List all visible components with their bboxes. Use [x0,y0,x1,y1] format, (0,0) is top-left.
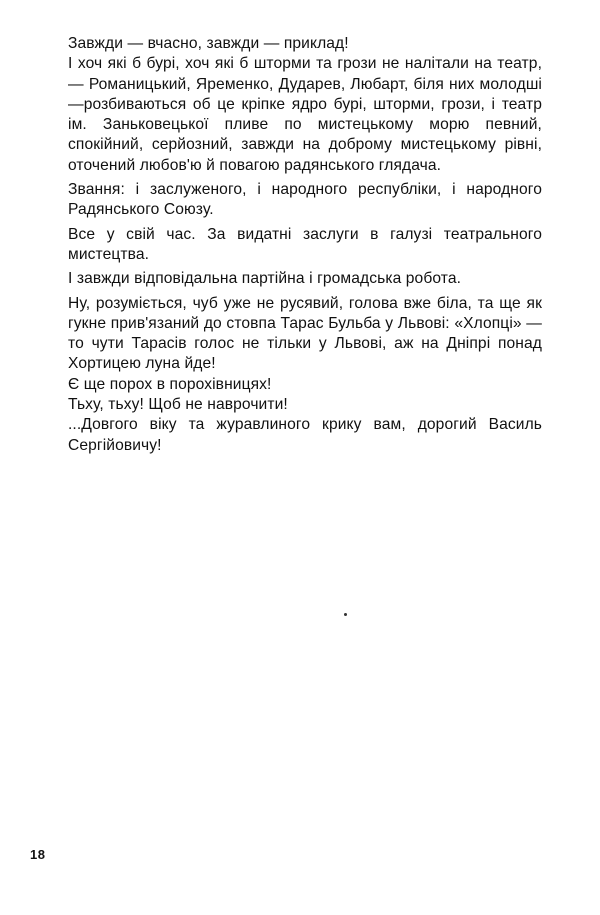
paragraph-5: І завжди відповідальна партійна і громадська робота. [68,270,462,288]
paragraph-2: І хоч які б бурі, хоч які б шторми та грози не налітали на театр,— Романицький, Яременко, Дударев, Любарт, біля них молодші—розбиваються об це кріпке ядро бурі, шторми, грози, і театр ім. Заньковецької пливе по мистецькому морю певний, спокійний, серйозний, завжди на доброму мистецькому рівні, оточений любов'ю й повагою радянського глядача. [68,55,542,174]
print-dot-mark [344,613,347,616]
text-block [68,34,542,456]
paragraph-4: Все у свій час. За видатні заслуги в галузі театрального мистецтва. [68,225,542,263]
paragraph-7: Є ще порох в порохівницях! [68,375,272,393]
page-number: 18 [30,847,46,862]
paragraph-9: ...Довгого віку та журавлиного крику вам, дорогий Василь Сергійовичу! [68,416,542,454]
paragraph-1: Завжди — вчасно, завжди — приклад! [68,35,349,52]
paragraph-8: Тьху, тьху! Щоб не наврочити! [68,396,288,414]
paragraph-6: Ну, розуміється, чуб уже не русявий, голова вже біла, та ще як гукне прив'язаний до стовпа Тарас Бульба у Львові: «Хлопці» — то чути Тарасів голос не тільки у Львові, аж на Дніпрі понад Хортицею луна йде! [68,294,542,373]
paragraph-3: Звання: і заслуженого, і народного республіки, і народного Радянського Союзу. [68,181,542,219]
